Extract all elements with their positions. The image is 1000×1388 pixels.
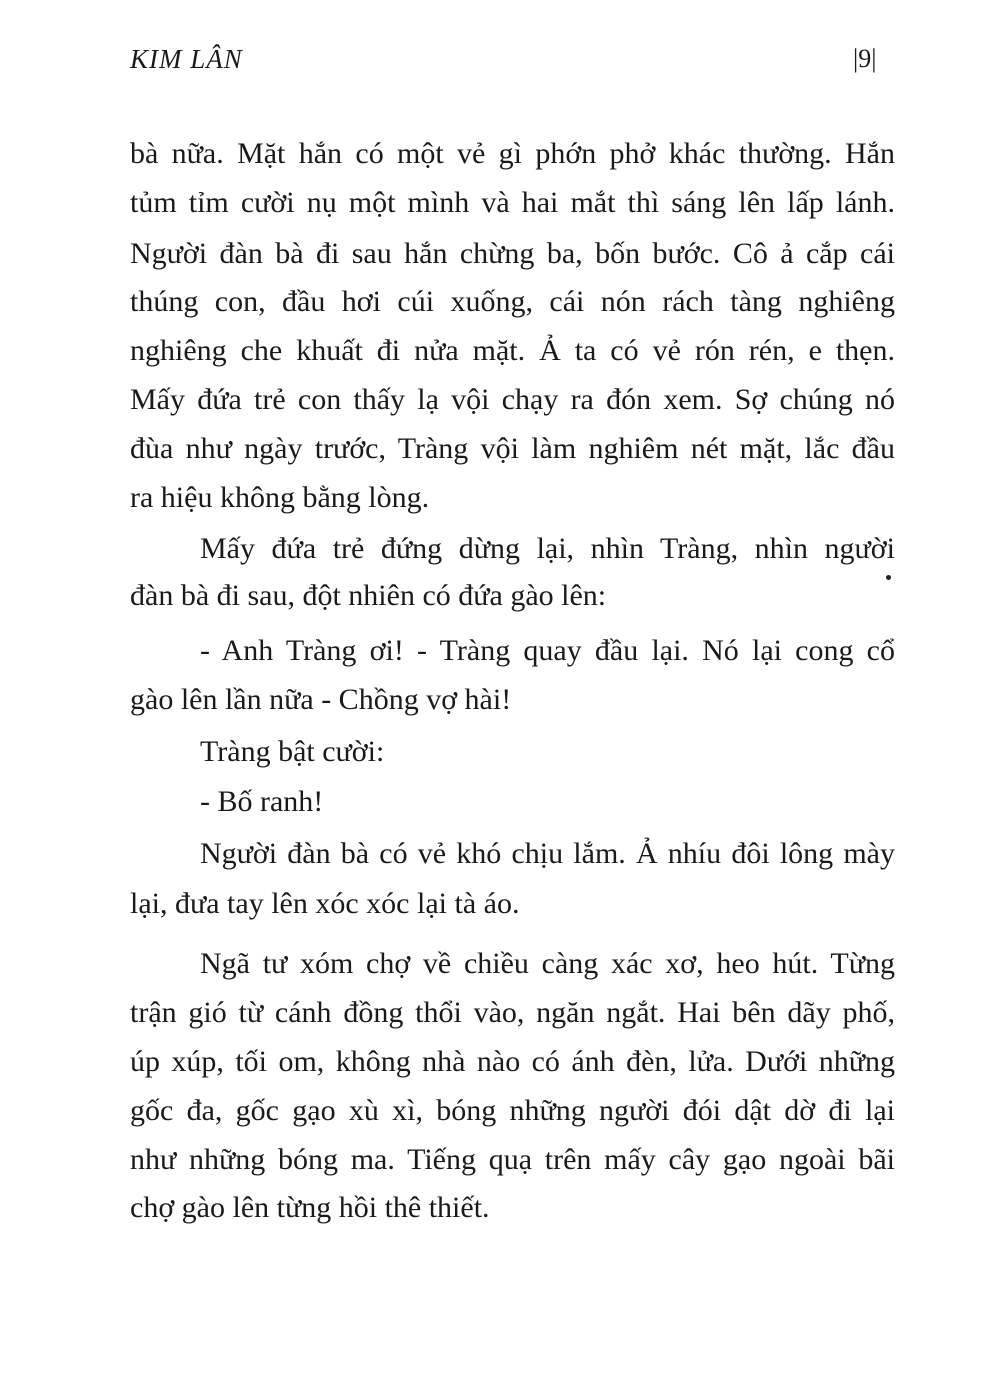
text-line: Ngã tư xóm chợ về chiều càng xác xơ, heo hút. Từng bbox=[200, 947, 895, 980]
text-line: chợ gào lên từng hồi thê thiết. bbox=[130, 1191, 490, 1224]
ink-speck bbox=[886, 575, 891, 580]
text-line: Người đàn bà có vẻ khó chịu lắm. Ả nhíu đôi lông mày bbox=[200, 837, 895, 870]
text-line: bà nữa. Mặt hắn có một vẻ gì phớn phở khác thường. Hắn bbox=[130, 137, 895, 170]
text-line: úp xúp, tối om, không nhà nào có ánh đèn, lửa. Dưới những bbox=[130, 1045, 895, 1078]
text-line: trận gió từ cánh đồng thổi vào, ngăn ngắt. Hai bên dãy phố, bbox=[130, 996, 895, 1029]
text-line: tủm tỉm cười nụ một mình và hai mắt thì sáng lên lấp lánh. bbox=[130, 186, 895, 219]
text-line: Mấy đứa trẻ con thấy lạ vội chạy ra đón xem. Sợ chúng nó bbox=[130, 383, 895, 416]
running-title: KIM LÂN bbox=[130, 44, 243, 74]
text-line: đàn bà đi sau, đột nhiên có đứa gào lên: bbox=[130, 579, 607, 612]
text-line: - Anh Tràng ơi! - Tràng quay đầu lại. Nó lại cong cổ bbox=[200, 634, 895, 667]
text-line: như những bóng ma. Tiếng quạ trên mấy cây gạo ngoài bãi bbox=[130, 1143, 895, 1176]
text-line: gốc đa, gốc gạo xù xì, bóng những người đói dật dờ đi lại bbox=[130, 1094, 895, 1127]
text-line: nghiêng che khuất đi nửa mặt. Ả ta có vẻ rón rén, e thẹn. bbox=[130, 334, 895, 367]
text-line: gào lên lần nữa - Chồng vợ hài! bbox=[130, 683, 512, 716]
text-line: - Bố ranh! bbox=[200, 785, 324, 818]
text-line: Mấy đứa trẻ đứng dừng lại, nhìn Tràng, nhìn người bbox=[200, 532, 895, 565]
text-line: đùa như ngày trước, Tràng vội làm nghiêm nét mặt, lắc đầu bbox=[130, 432, 895, 465]
text-line: ra hiệu không bằng lòng. bbox=[130, 481, 430, 514]
text-line: thúng con, đầu hơi cúi xuống, cái nón rách tàng nghiêng bbox=[130, 285, 895, 318]
text-line: Tràng bật cười: bbox=[200, 735, 385, 768]
text-line: lại, đưa tay lên xóc xóc lại tà áo. bbox=[130, 887, 520, 920]
page-number: |9| bbox=[853, 44, 877, 73]
text-line: Người đàn bà đi sau hắn chừng ba, bốn bước. Cô ả cắp cái bbox=[130, 237, 895, 270]
